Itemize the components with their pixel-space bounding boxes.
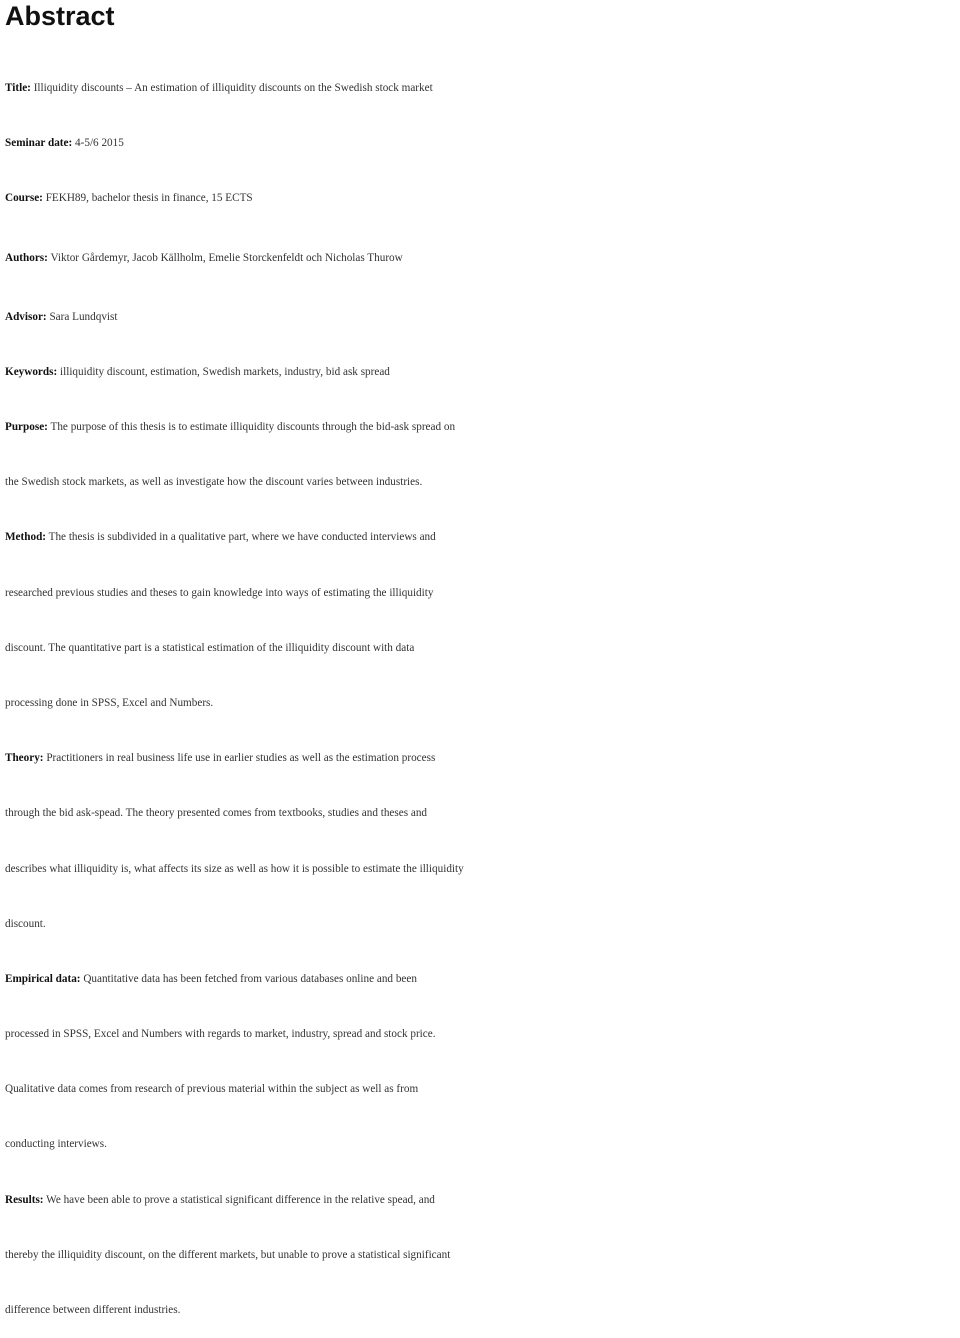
meta-authors [5, 226, 960, 290]
section-results-label: Results: [5, 1193, 44, 1206]
section-theory-line: discount. [5, 917, 46, 930]
section-theory-line [5, 731, 960, 786]
section-method [5, 510, 960, 731]
section-method-line [5, 510, 960, 565]
meta-advisor-value: Sara Lundqvist [49, 311, 118, 323]
section-method-line: processing done in SPSS, Excel and Numbers. [5, 696, 214, 709]
section-purpose-line [5, 400, 960, 455]
section-empirical-data-line: Qualitative data comes from research of previous material within the subject as well as from [5, 1083, 419, 1096]
meta-keywords-value: illiquidity discount, estimation, Swedish markets, industry, bid ask spread [60, 366, 390, 378]
page-title: Abstract [5, 1, 115, 31]
section-theory-line: through the bid ask-spead. The theory presented comes from textbooks, studies and theses and [5, 807, 428, 820]
section-purpose [5, 400, 960, 510]
meta-advisor-label: Advisor: [5, 311, 47, 323]
meta-title-value: Illiquidity discounts – An estimation of illiquidity discounts on the Swedish stock market [33, 82, 433, 94]
meta-course-label: Course: [5, 192, 43, 204]
abstract-page [5, 0, 960, 1338]
meta-course [5, 171, 960, 226]
section-purpose-text: The purpose of this thesis is to estimate illiquidity discounts through the bid-ask spread on [50, 421, 456, 433]
meta-keywords [5, 345, 960, 400]
section-empirical-data-line: conducting interviews. [5, 1138, 107, 1151]
section-results [5, 1173, 960, 1338]
section-method-text: The thesis is subdivided in a qualitative part, where we have conducted interviews and [48, 531, 436, 544]
section-results-line: difference between different industries. [5, 1304, 181, 1316]
section-empirical-data-line [5, 952, 960, 1007]
meta-seminar-date [5, 116, 960, 171]
section-empirical-data-text: Quantitative data has been fetched from various databases online and been [83, 972, 417, 985]
section-results-line [5, 1173, 960, 1228]
section-results-line: thereby the illiquidity discount, on the different markets, but unable to prove a statistical significant [5, 1248, 451, 1261]
meta-title [5, 61, 960, 116]
section-empirical-data-label: Empirical data: [5, 972, 81, 985]
meta-seminar-date-label: Seminar date: [5, 137, 73, 149]
meta-course-value: FEKH89, bachelor thesis in finance, 15 ECTS [45, 192, 253, 204]
meta-title-label: Title: [5, 82, 31, 94]
section-theory-text: Practitioners in real business life use in earlier studies as well as the estimation process [46, 752, 436, 765]
section-theory-line: describes what illiquidity is, what affects its size as well as how it is possible to estimate the illiquidity [5, 862, 464, 875]
section-purpose-line: the Swedish stock markets, as well as investigate how the discount varies between industries. [5, 476, 423, 489]
section-theory [5, 731, 960, 952]
meta-authors-label: Authors: [5, 252, 48, 264]
section-method-line: discount. The quantitative part is a statistical estimation of the illiquidity discount with data [5, 641, 415, 654]
meta-seminar-date-value: 4-5/6 2015 [75, 137, 124, 149]
section-empirical-data-line: processed in SPSS, Excel and Numbers with regards to market, industry, spread and stock price. [5, 1028, 436, 1041]
section-results-text: We have been able to prove a statistical significant difference in the relative spead, and [46, 1193, 435, 1206]
section-method-line: researched previous studies and theses to gain knowledge into ways of estimating the illiquidity [5, 586, 434, 599]
meta-keywords-label: Keywords: [5, 366, 58, 378]
meta-advisor [5, 290, 960, 345]
meta-authors-value: Viktor Gårdemyr, Jacob Källholm, Emelie Storckenfeldt och Nicholas Thurow [50, 252, 403, 264]
section-empirical-data [5, 952, 960, 1173]
metadata-list [5, 61, 960, 400]
section-method-label: Method: [5, 531, 47, 544]
section-theory-label: Theory: [5, 752, 44, 765]
section-purpose-label: Purpose: [5, 421, 48, 433]
